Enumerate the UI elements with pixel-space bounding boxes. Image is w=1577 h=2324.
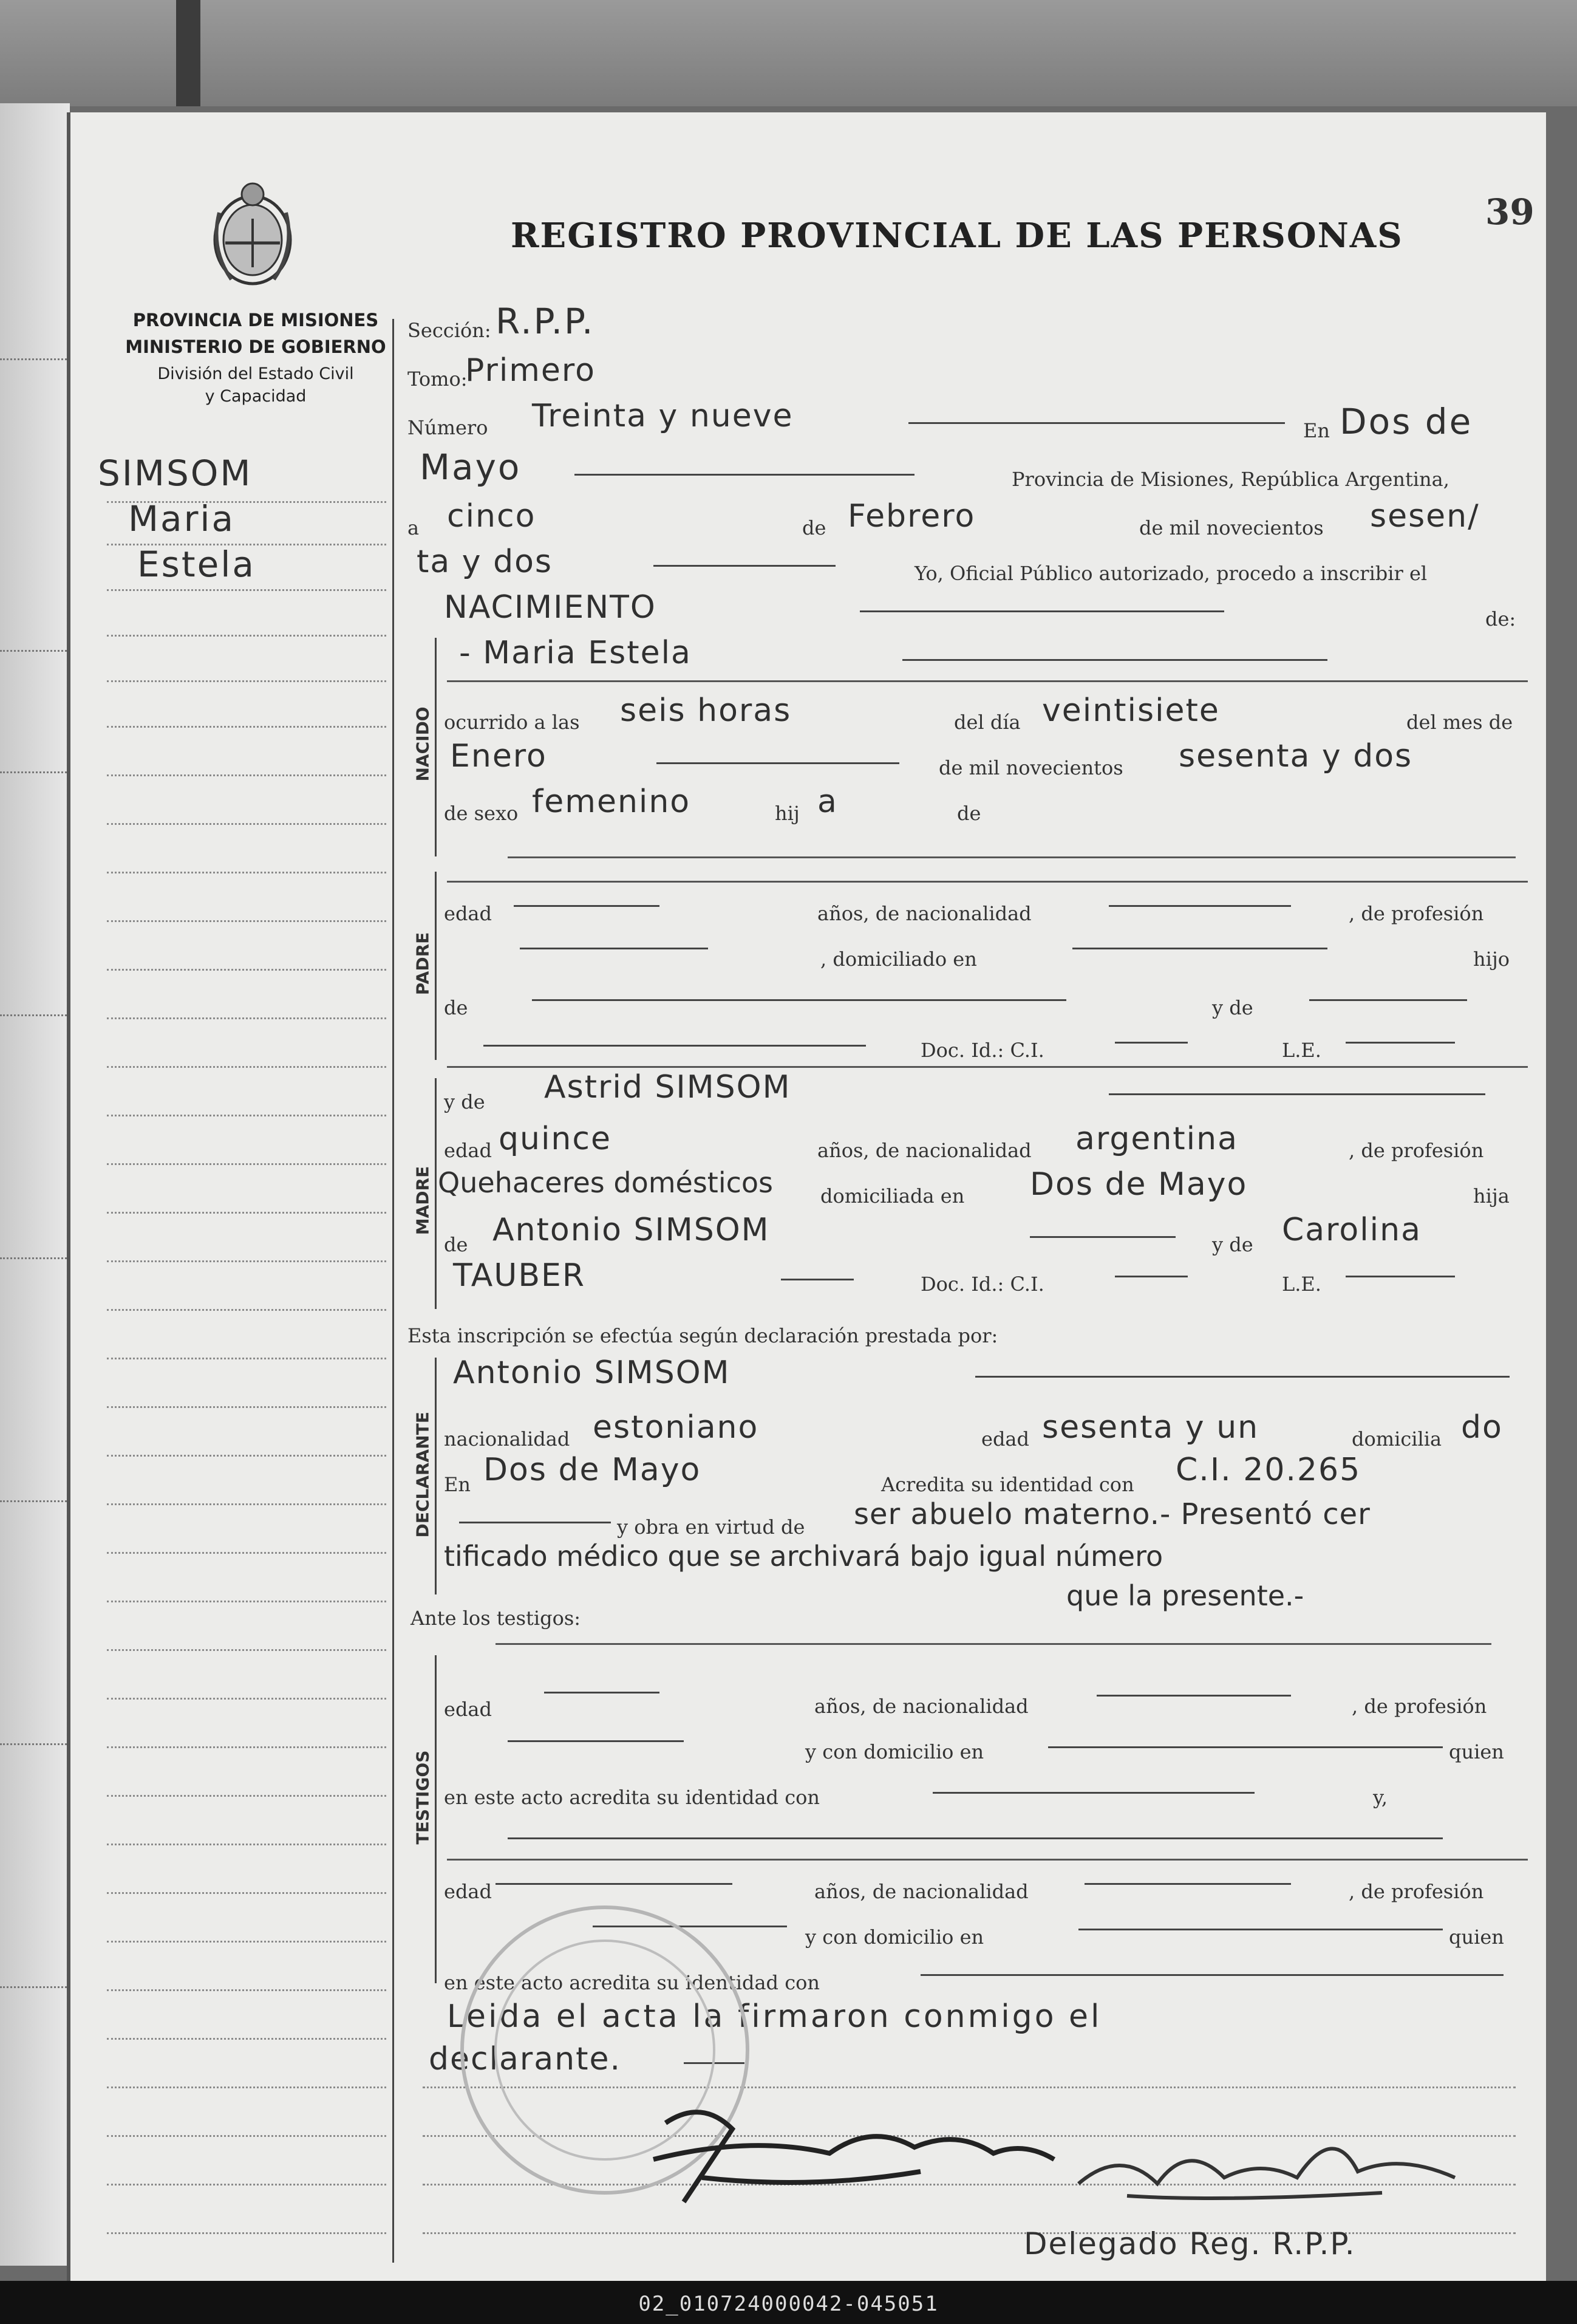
margin-name-1: Maria (128, 498, 236, 539)
section-bracket (435, 1655, 437, 1983)
margin-line (107, 774, 386, 776)
decl-dom-suffix: do (1461, 1409, 1503, 1446)
dia-value: cinco (447, 498, 536, 535)
fill-dash (532, 999, 1066, 1001)
madre-y-de-label: y de (444, 1090, 485, 1113)
declarante-value: Antonio SIMSOM (453, 1355, 731, 1391)
de-mil-nov-label: de mil novecientos (939, 756, 1123, 779)
margin-line (107, 1795, 386, 1797)
rule (447, 1859, 1528, 1861)
hora-value: seis horas (620, 692, 792, 729)
mes-value: Febrero (848, 498, 976, 535)
padre-hijo-label: hijo (1473, 948, 1510, 971)
margin-line (107, 1503, 386, 1505)
fill-dash (1109, 1093, 1485, 1095)
margin-line (107, 872, 386, 873)
cierre-line-2: declarante. (429, 2041, 622, 2077)
padre-y-de-label: y de (1212, 996, 1253, 1019)
margin-divider (392, 319, 394, 2263)
section-testigos: TESTIGOS (412, 1750, 433, 1845)
register-page (67, 112, 1546, 2281)
margin-name-2: Estela (137, 544, 256, 585)
del-mes-label: del mes de (1406, 711, 1513, 734)
delegado-line: Delegado Reg. R.P.P. (1024, 2226, 1356, 2261)
rule (447, 680, 1528, 682)
margin-line (107, 823, 386, 825)
header-province: PROVINCIA DE MISIONES (132, 310, 379, 330)
inscripcion-label: Esta inscripción se efectúa según declaración prestada por: (407, 1324, 998, 1347)
section-bracket (435, 638, 437, 856)
madre-madre-value-2: TAUBER (453, 1257, 586, 1294)
del-dia-label: del día (954, 711, 1021, 734)
fill-dash (574, 474, 915, 476)
page-number: 39 (1485, 191, 1534, 233)
anio-value-1: sesen/ (1370, 498, 1480, 535)
fill-dash (656, 762, 899, 764)
section-padre: PADRE (412, 932, 433, 996)
fill-dash (1115, 1276, 1188, 1277)
anio-value-2: ta y dos (417, 544, 553, 580)
padre-le-label: L.E. (1282, 1039, 1321, 1062)
nombre-value: - Maria Estela (459, 635, 692, 671)
de-label: de (802, 516, 826, 539)
section-bracket (435, 872, 437, 1060)
left-page-line (0, 1500, 70, 1502)
margin-line (107, 1406, 386, 1408)
fill-dash (653, 565, 836, 567)
fill-dash (1115, 1042, 1188, 1044)
madre-nac-value: argentina (1075, 1121, 1238, 1157)
margin-line (107, 1844, 386, 1845)
tomo-label: Tomo: (407, 367, 468, 391)
de-label-2: de (957, 802, 981, 825)
margin-line (107, 1358, 386, 1359)
cierre-line-1: Leida el acta la firmaron conmigo el (447, 1998, 1102, 2035)
margin-line (107, 1601, 386, 1602)
left-page-line (0, 1743, 70, 1745)
madre-prof-label: , de profesión (1349, 1139, 1484, 1162)
madre-nombre-value: Astrid SIMSOM (544, 1069, 791, 1106)
section-declarante: DECLARANTE (412, 1412, 433, 1538)
fill-dash (544, 1692, 659, 1693)
padre-prof-label: , de profesión (1349, 902, 1484, 925)
decl-dom-label: domicilia (1352, 1427, 1442, 1451)
t1-prof-label: , de profesión (1352, 1695, 1487, 1718)
header-ministry: MINISTERIO DE GOBIERNO (125, 337, 386, 357)
header-capacity: y Capacidad (205, 387, 307, 406)
dia-nac-value: veintisiete (1042, 692, 1220, 729)
t1-dom-label: y con domicilio en (805, 1740, 984, 1763)
footer-code: 02_010724000042-045051 (638, 2292, 939, 2316)
fill-dash (1109, 905, 1291, 907)
margin-line (107, 1698, 386, 1700)
margin-line (107, 2184, 386, 2186)
fill-dash (1346, 1276, 1455, 1277)
left-page-line (0, 771, 70, 773)
margin-line (107, 635, 386, 637)
section-madre: MADRE (412, 1166, 433, 1235)
rule (508, 856, 1516, 858)
book-fold (176, 0, 200, 106)
rule (496, 1643, 1491, 1645)
padre-de-label: de (444, 996, 468, 1019)
yo-label: Yo, Oficial Público autorizado, procedo a inscribir el (915, 562, 1428, 585)
fill-dash (520, 948, 708, 949)
section-bracket (435, 1078, 437, 1309)
section-nacido: NACIDO (412, 706, 433, 782)
margin-line (107, 1649, 386, 1651)
madre-anos-label: años, de nacionalidad (817, 1139, 1032, 1162)
margin-surname: SIMSOM (98, 453, 253, 494)
margin-line (107, 920, 386, 922)
margin-line (107, 1309, 386, 1311)
margin-line (107, 1212, 386, 1214)
margin-line (107, 1017, 386, 1019)
madre-dom-label: domiciliada en (820, 1184, 965, 1208)
margin-line (107, 1989, 386, 1991)
fill-dash (1346, 1042, 1455, 1044)
fill-dash (1048, 1746, 1443, 1748)
madre-edad-label: edad (444, 1139, 492, 1162)
rule (447, 881, 1528, 883)
decl-en-value: Dos de Mayo (483, 1452, 701, 1488)
decl-en-label: En (444, 1473, 471, 1496)
fill-dash (1078, 1929, 1443, 1930)
fill-dash (1072, 948, 1327, 949)
en-value-2: Mayo (420, 446, 522, 488)
rule (447, 1066, 1528, 1068)
fill-dash (902, 659, 1327, 661)
madre-edad-value: quince (499, 1121, 611, 1157)
fill-dash (908, 422, 1285, 424)
margin-line (107, 589, 386, 591)
tomo-value: Primero (465, 352, 596, 389)
madre-hija-label: hija (1473, 1184, 1510, 1208)
madre-madre-value: Carolina (1282, 1212, 1422, 1248)
mes-nac-value: Enero (450, 738, 547, 774)
margin-line (107, 2232, 386, 2234)
t2-prof-label: , de profesión (1349, 1880, 1484, 1903)
fill-dash (514, 905, 659, 907)
fill-dash (921, 1974, 1504, 1976)
a-label: a (407, 516, 420, 539)
numero-value: Treinta y nueve (532, 398, 794, 434)
margin-line (107, 1066, 386, 1068)
hij-label: hij (775, 802, 800, 825)
decl-nac-value: estoniano (593, 1409, 759, 1446)
margin-line (107, 1892, 386, 1894)
margin-line (107, 2038, 386, 2040)
decl-obra-label: y obra en virtud de (617, 1516, 805, 1539)
signature-declarante-icon (629, 2086, 1103, 2208)
de-mil-label: de mil novecientos (1139, 516, 1324, 539)
fill-dash (1309, 999, 1467, 1001)
page-title: REGISTRO PROVINCIAL DE LAS PERSONAS (511, 216, 1403, 256)
decl-acredita-label: Acredita su identidad con (881, 1473, 1134, 1496)
en-value: Dos de (1340, 401, 1473, 442)
t1-quien-label: quien (1449, 1740, 1504, 1763)
margin-line (107, 1115, 386, 1116)
madre-prof-value: Quehaceres domésticos (438, 1166, 774, 1199)
t1-acredita-label: en este acto acredita su identidad con (444, 1786, 820, 1809)
decl-obra-value-3: que la presente.- (1066, 1579, 1304, 1612)
margin-line (107, 1455, 386, 1457)
padre-doc-label: Doc. Id.: C.I. (921, 1039, 1044, 1062)
header-division: División del Estado Civil (157, 364, 354, 383)
section-bracket (435, 1358, 437, 1594)
margin-line (107, 680, 386, 682)
seccion-label: Sección: (407, 319, 491, 342)
fill-dash (459, 1522, 611, 1523)
ocurrido-label: ocurrido a las (444, 711, 580, 734)
margin-line (107, 2135, 386, 2137)
margin-line (107, 2086, 386, 2088)
t2-quien-label: quien (1449, 1926, 1504, 1949)
madre-dom-value: Dos de Mayo (1030, 1166, 1248, 1203)
fill-dash (781, 1279, 854, 1280)
left-page-line (0, 1014, 70, 1016)
ante-label: Ante los testigos: (410, 1607, 581, 1630)
margin-line (107, 969, 386, 971)
sexo-label: de sexo (444, 802, 519, 825)
decl-obra-value: ser abuelo materno.- Presentó cer (854, 1497, 1371, 1531)
t1-anos-label: años, de nacionalidad (814, 1695, 1029, 1718)
scan-background-top (0, 0, 1577, 106)
signature-official-icon (1066, 2111, 1491, 2214)
decl-ci-value: C.I. 20.265 (1176, 1452, 1361, 1488)
anio-nac-value: sesenta y dos (1179, 738, 1413, 774)
seccion-value: R.P.P. (496, 301, 595, 342)
sexo-value: femenino (532, 784, 691, 820)
madre-doc-label: Doc. Id.: C.I. (921, 1273, 1044, 1296)
t1-edad-label: edad (444, 1698, 492, 1721)
en-label: En (1303, 419, 1330, 442)
decl-edad-value: sesenta y un (1042, 1409, 1259, 1446)
fill-dash (860, 610, 1224, 612)
fill-dash (1097, 1695, 1291, 1697)
margin-line (107, 726, 386, 728)
padre-anos-label: años, de nacionalidad (817, 902, 1032, 925)
fill-dash (933, 1792, 1255, 1794)
footer-bar (0, 2281, 1577, 2324)
t2-acredita-label: en este acto acredita su identidad con (444, 1971, 820, 1994)
decl-nac-label: nacionalidad (444, 1427, 570, 1451)
madre-padre-value: Antonio SIMSOM (492, 1212, 770, 1248)
fill-dash (1030, 1236, 1176, 1238)
de-colon-label: de: (1485, 607, 1516, 631)
padre-edad-label: edad (444, 902, 492, 925)
t2-anos-label: años, de nacionalidad (814, 1880, 1029, 1903)
margin-line (107, 1941, 386, 1943)
margin-line (107, 1163, 386, 1165)
margin-line (107, 1552, 386, 1554)
left-page-line (0, 1257, 70, 1259)
margin-line (107, 501, 386, 503)
fill-dash (1085, 1883, 1291, 1885)
left-page-line (0, 1986, 70, 1988)
provincia-label: Provincia de Misiones, República Argentina, (1012, 468, 1449, 491)
left-page-line (0, 650, 70, 652)
margin-line (107, 1260, 386, 1262)
left-page-line (0, 358, 70, 360)
margin-line (107, 544, 386, 545)
decl-obra-value-2: tificado médico que se archivará bajo igual número (444, 1540, 1163, 1573)
decl-edad-label: edad (981, 1427, 1029, 1451)
t1-y-label: y, (1373, 1786, 1388, 1809)
madre-y-de-label-2: y de (1212, 1233, 1253, 1256)
hij-suffix-value: a (817, 784, 838, 820)
fill-dash (508, 1837, 1443, 1839)
margin-line (107, 1746, 386, 1748)
numero-label: Número (407, 416, 488, 439)
fill-dash (483, 1045, 866, 1047)
fill-dash (496, 1883, 732, 1885)
fill-dash (508, 1740, 684, 1742)
madre-le-label: L.E. (1282, 1273, 1321, 1296)
adjacent-page-edge (0, 103, 70, 2266)
coat-of-arms-icon (207, 176, 298, 289)
t2-edad-label: edad (444, 1880, 492, 1903)
t2-dom-label: y con domicilio en (805, 1926, 984, 1949)
fill-dash (975, 1376, 1510, 1378)
acto-value: NACIMIENTO (444, 589, 656, 626)
padre-dom-label: , domiciliado en (820, 948, 977, 971)
header-block (98, 310, 414, 406)
madre-de-label: de (444, 1233, 468, 1256)
